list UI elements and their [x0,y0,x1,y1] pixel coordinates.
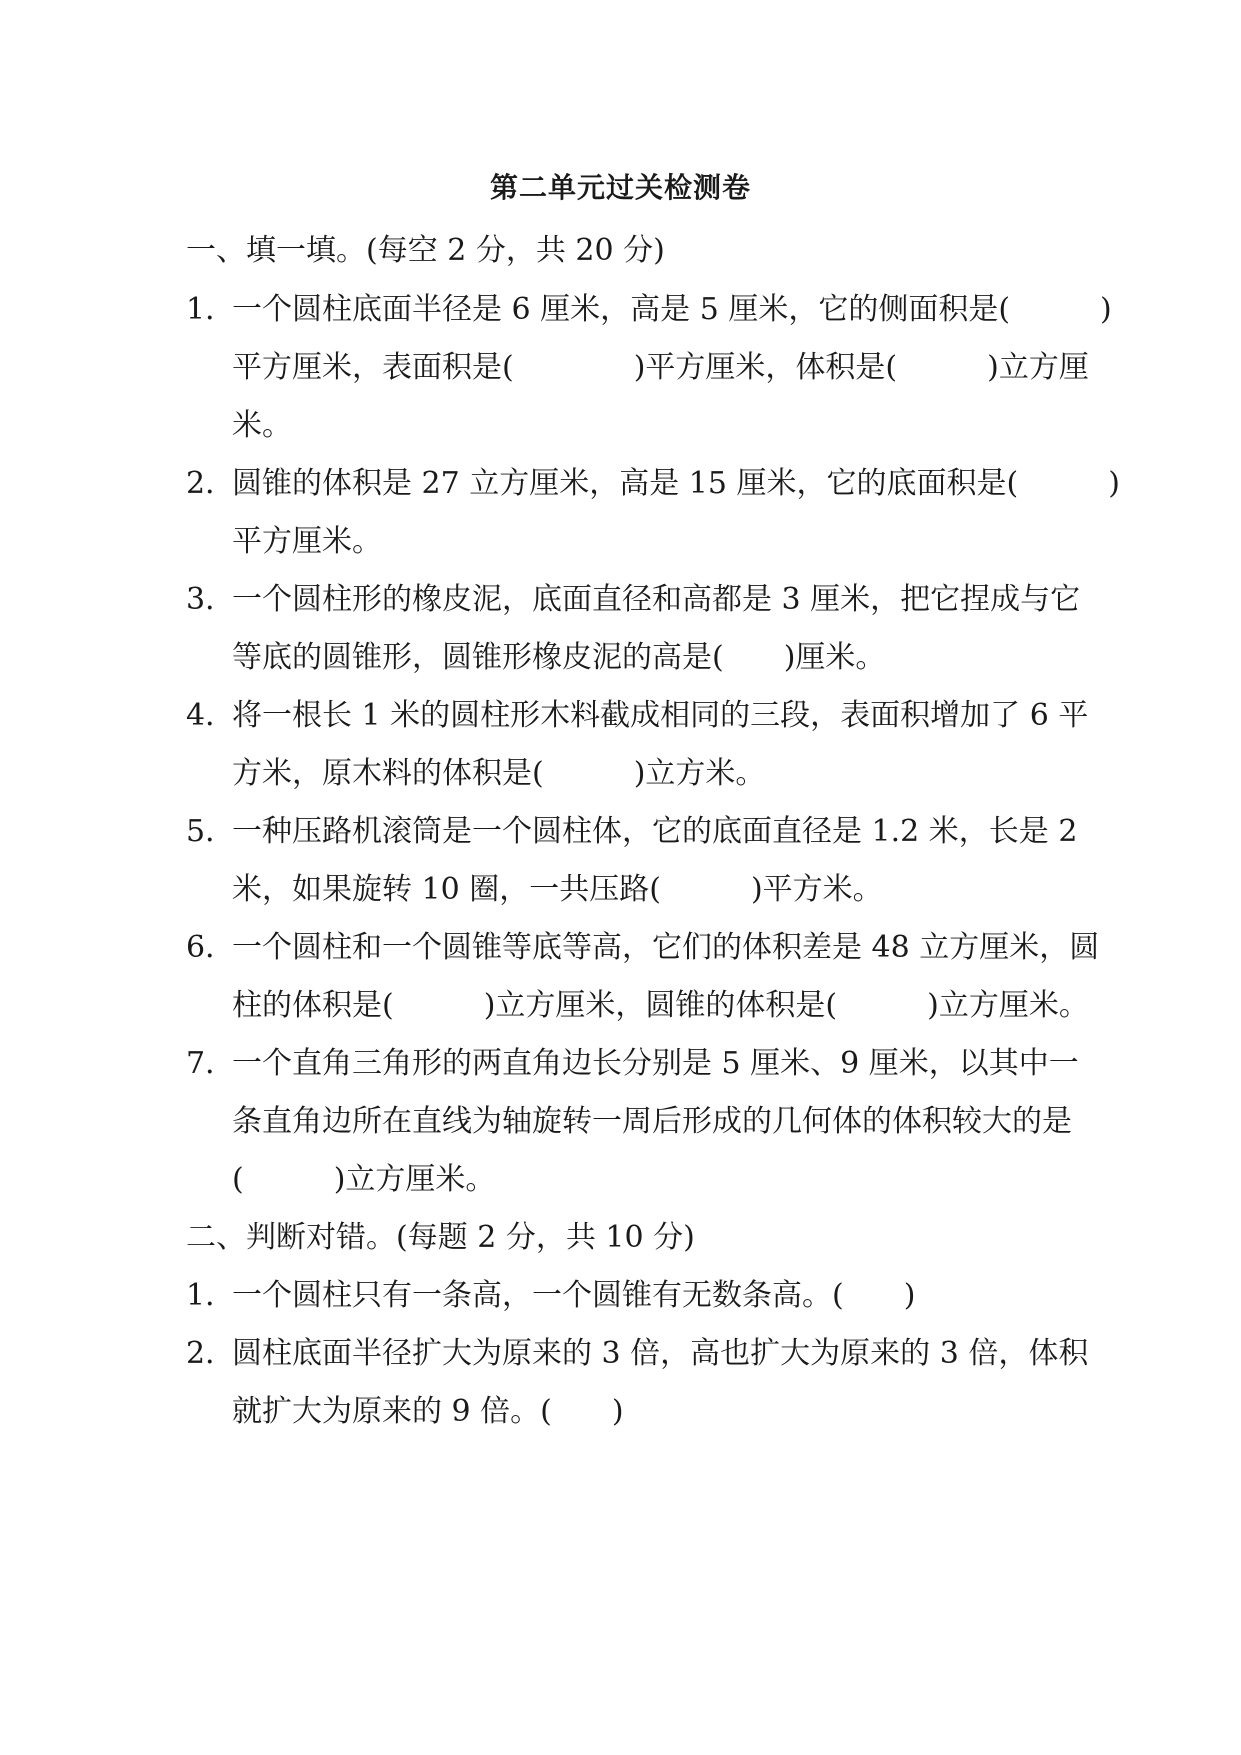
question-text: 等底的圆锥形，圆锥形橡皮泥的高是( )厘米。 [232,640,886,675]
question-text: 将一根长 1 米的圆柱形木料截成相同的三段，表面积增加了 6 平 [232,698,1089,733]
question-text: 平方厘米。 [232,524,382,559]
question-text: 圆柱底面半径扩大为原来的 3 倍，高也扩大为原来的 3 倍，体积 [232,1336,1089,1371]
section-heading-fill-in: 一、填一填。(每空 2 分，共 20 分) [186,233,665,268]
question-text: 平方厘米，表面积是( )平方厘米，体积是( )立方厘 [232,350,1089,385]
question-text: 圆锥的体积是 27 立方厘米，高是 15 厘米，它的底面积是( ) [232,466,1120,501]
question-text: 一个直角三角形的两直角边长分别是 5 厘米、9 厘米，以其中一 [232,1046,1079,1081]
question-text: 一个圆柱和一个圆锥等底等高，它们的体积差是 48 立方厘米，圆 [232,930,1100,965]
question-number: 4． [186,698,236,733]
question-number: 6． [186,930,236,965]
question-text: 柱的体积是( )立方厘米，圆锥的体积是( )立方厘米。 [232,988,1089,1023]
question-text: ( )立方厘米。 [232,1162,496,1197]
question-number: 7． [186,1046,236,1081]
question-text: 方米，原木料的体积是( )立方米。 [232,756,766,791]
question-text: 一种压路机滚筒是一个圆柱体，它的底面直径是 1.2 米，长是 2 [232,814,1078,849]
question-text: 就扩大为原来的 9 倍。( ) [232,1394,624,1429]
question-number: 1． [186,292,236,327]
question-text: 一个圆柱只有一条高，一个圆锥有无数条高。( ) [232,1278,916,1313]
question-number: 5． [186,814,236,849]
page-title: 第二单元过关检测卷 [489,171,751,204]
question-text: 条直角边所在直线为轴旋转一周后形成的几何体的体积较大的是 [232,1104,1072,1139]
question-number: 3． [186,582,236,617]
question-text: 米。 [232,408,292,443]
section-heading-true-false: 二、判断对错。(每题 2 分，共 10 分) [186,1220,695,1255]
question-text: 米，如果旋转 10 圈，一共压路( )平方米。 [232,872,883,907]
question-text: 一个圆柱底面半径是 6 厘米，高是 5 厘米，它的侧面积是( ) [232,292,1112,327]
question-number: 2． [186,1336,236,1371]
question-text: 一个圆柱形的橡皮泥，底面直径和高都是 3 厘米，把它捏成与它 [232,582,1081,617]
question-number: 1． [186,1278,236,1313]
question-number: 2． [186,466,236,501]
